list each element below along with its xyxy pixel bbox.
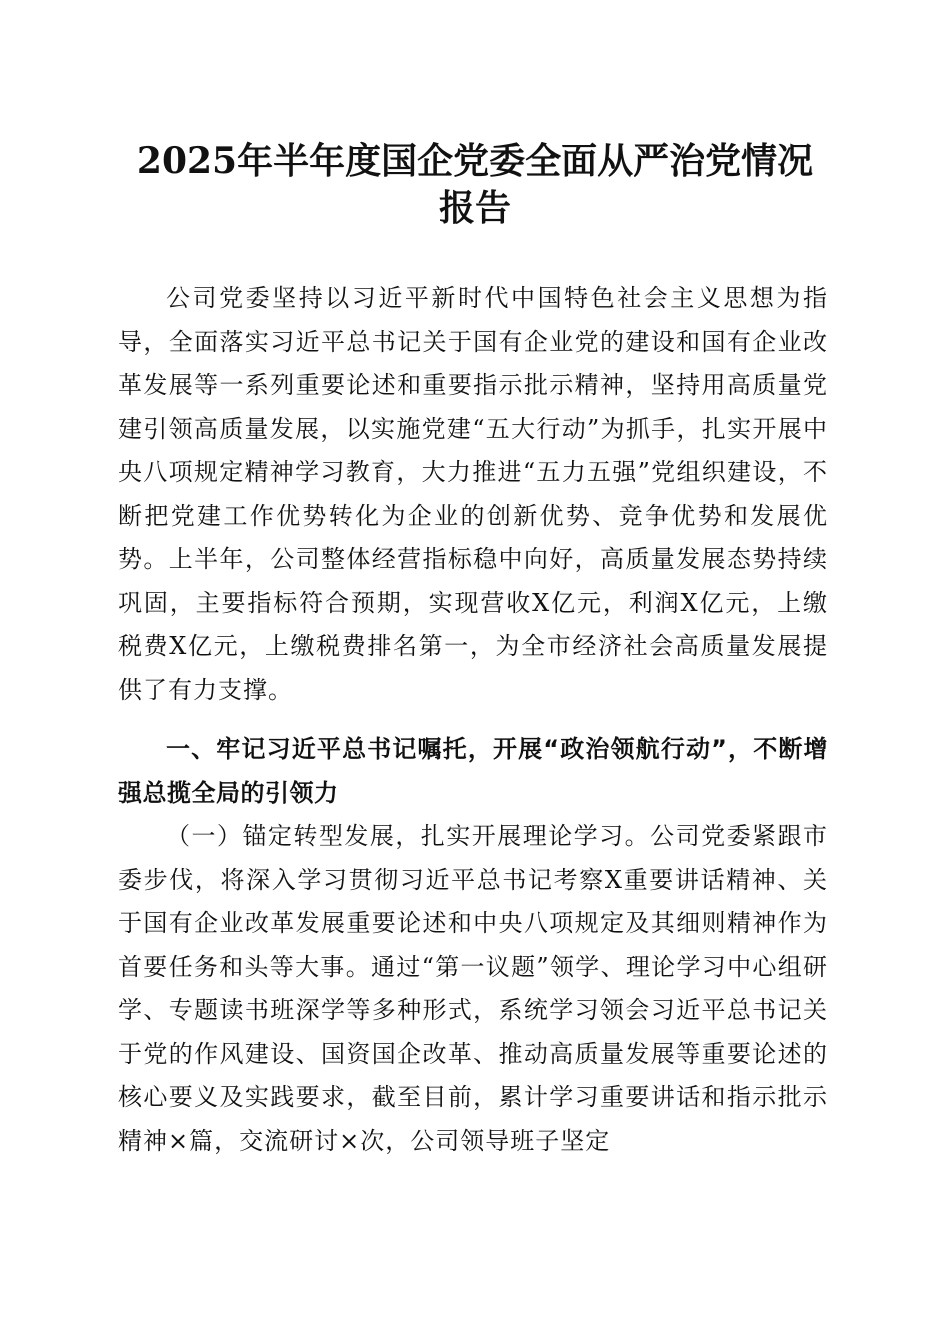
document-title: 2025年半年度国企党委全面从严治党情况报告 <box>136 140 814 229</box>
section-heading-1: 一、牢记习近平总书记嘱托，开展“政治领航行动”，不断增强总揽全局的引领力 <box>118 735 828 807</box>
subsection-lead: （一）锚定转型发展，扎实开展理论学习。 <box>166 822 651 850</box>
subsection-paragraph-1 <box>118 815 828 1163</box>
subsection-text: 公司党委紧跟市委步伐，将深入学习贯彻习近平总书记考察X重要讲话精神、关于国有企业改革发展重要论述和中央八项规定及其细则精神作为首要任务和头等大事。通过“第一议题”领学、理论学习中心组研学、专题读书班深学等多种形式，系统学习领会习近平总书记关于党的作风建设、国资国企改革、推动高质量发展等重要论述的核心要义及实践要求，截至目前，累计学习重要讲话和指示批示精神×篇，交流研讨×次，公司领导班子坚定 <box>118 822 829 1155</box>
intro-paragraph: 公司党委坚持以习近平新时代中国特色社会主义思想为指导，全面落实习近平总书记关于国有企业党的建设和国有企业改革发展等一系列重要论述和重要指示批示精神，坚持用高质量党建引领高质量发展，以实施党建“五大行动”为抓手，扎实开展中央八项规定精神学习教育，大力推进“五力五强”党组织建设，不断把党建工作优势转化为企业的创新优势、竞争优势和发展优势。上半年，公司整体经营指标稳中向好，高质量发展态势持续巩固，主要指标符合预期，实现营收X亿元，利润X亿元，上缴税费X亿元，上缴税费排名第一，为全市经济社会高质量发展提供了有力支撑。 <box>118 284 828 704</box>
